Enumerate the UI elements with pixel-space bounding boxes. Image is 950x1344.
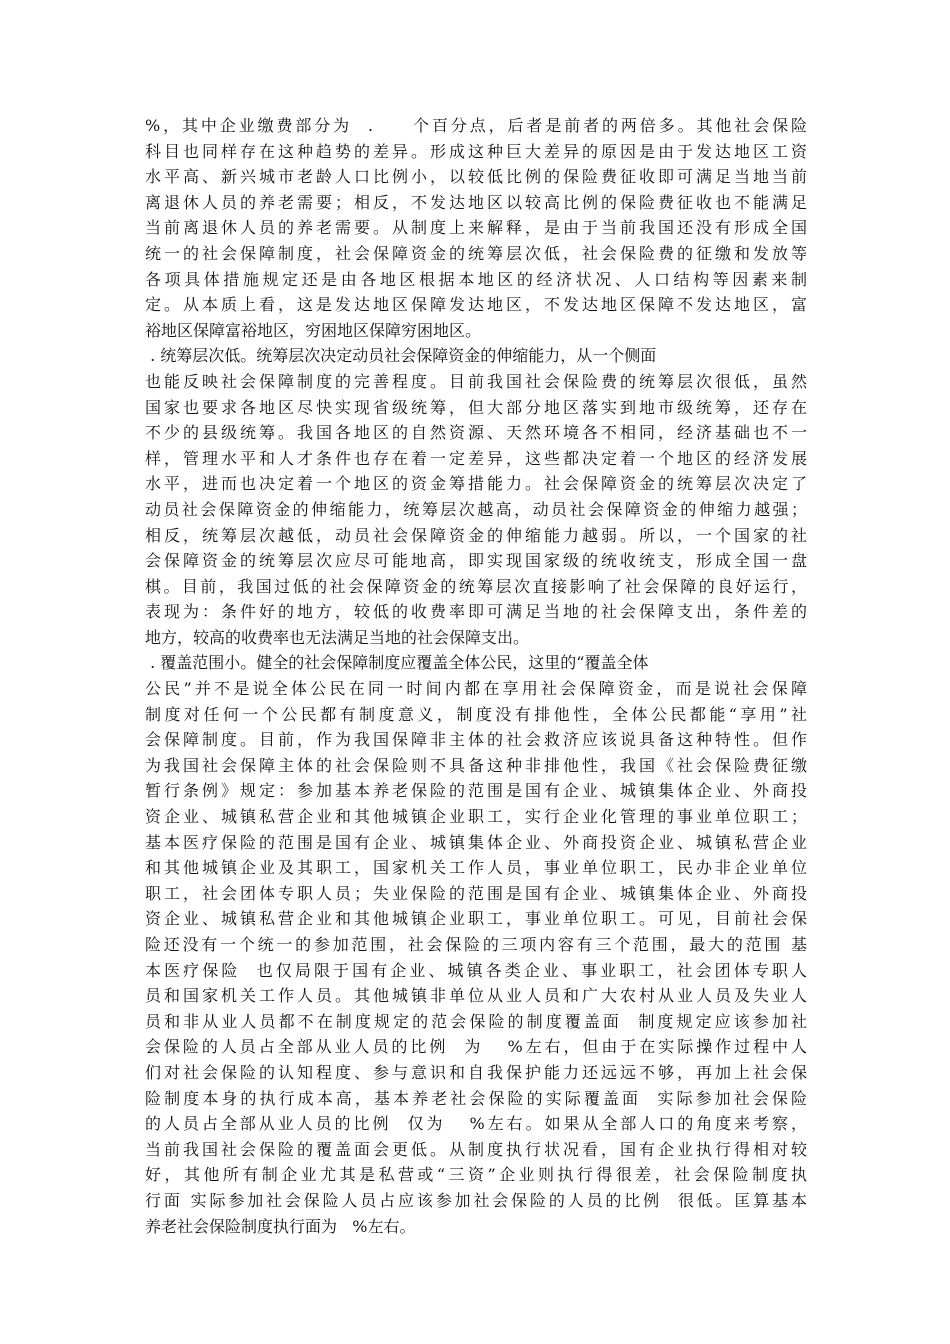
text-line: 会保障制度。目前，作为我国保障非主体的社会救济应该说具备这种特性。但作 (145, 730, 807, 750)
text-line: . 统筹层次低。统筹层次决定动员社会保障资金的伸缩能力，从一个侧面 (145, 346, 657, 366)
text-line: 地方，较高的收费率也无法满足当地的社会保障支出。 (145, 627, 530, 647)
text-line: 险制度本身的执行成本高，基本养老社会保险的实际覆盖面 实际参加社会保险 (145, 1088, 807, 1108)
text-line: 基本医疗保险的范围是国有企业、城镇集体企业、外商投资企业、城镇私营企业 (145, 832, 807, 852)
text-line: 水平高、新兴城市老龄人口比例小，以较低比例的保险费征收即可满足当地当前 (145, 167, 807, 187)
text-line: 行面 实际参加社会保险人员占应该参加社会保险的人员的比例 很低。匡算基本 (145, 1190, 807, 1210)
text-line: 样，管理水平和人才条件也存在着一定差异，这些都决定着一个地区的经济发展 (145, 448, 807, 468)
text-line: 会保障资金的统筹层次应尽可能地高，即实现国家级的统收统支，形成全国一盘 (145, 551, 807, 571)
text-line: 公民”并不是说全体公民在同一时间内都在享用社会保障资金，而是说社会保障 (145, 679, 807, 699)
text-line: 当前离退休人员的养老需要。从制度上来解释，是由于当前我国还没有形成全国 (145, 218, 807, 238)
text-line: 们对社会保险的认知程度、参与意识和自我保护能力还远远不够，再加上社会保 (145, 1062, 807, 1082)
text-line: 动员社会保障资金的伸缩能力，统筹层次越高，动员社会保障资金的伸缩力越强； (145, 499, 807, 519)
text-line: 制度对任何一个公民都有制度意义，制度没有排他性，全体公民都能“享用”社 (145, 704, 807, 724)
text-line: 国家也要求各地区尽快实现省级统筹，但大部分地区落实到地市级统筹，还存在 (145, 397, 807, 417)
text-line: 和其他城镇企业及其职工，国家机关工作人员，事业单位职工，民办非企业单位 (145, 858, 807, 878)
text-line: 水平，进而也决定着一个地区的资金筹措能力。社会保障资金的统筹层次决定了 (145, 474, 807, 494)
text-line: 相反，统筹层次越低，动员社会保障资金的伸缩能力越弱。所以，一个国家的社 (145, 525, 807, 545)
text-line: 科目也同样存在这种趋势的差异。形成这种巨大差异的原因是由于发达地区工资 (145, 141, 807, 161)
text-line: 也能反映社会保障制度的完善程度。目前我国社会保险费的统筹层次很低，虽然 (145, 371, 807, 391)
text-line: 棋。目前，我国过低的社会保障资金的统筹层次直接影响了社会保障的良好运行， (145, 576, 807, 596)
text-line: . 覆盖范围小。健全的社会保障制度应覆盖全体公民，这里的“覆盖全体 (145, 653, 649, 673)
text-line: 资企业、城镇私营企业和其他城镇企业职工，实行企业化管理的事业单位职工； (145, 807, 807, 827)
text-line: 险还没有一个统一的参加范围，社会保险的三项内容有三个范围，最大的范围 基 (145, 935, 807, 954)
text-line: 定。从本质上看，这是发达地区保障发达地区，不发达地区保障不发达地区，富 (145, 295, 807, 315)
text-line: 为我国社会保障主体的社会保险则不具备这种非排他性，我国《社会保险费征缴 (145, 755, 807, 775)
document-body (145, 113, 807, 1239)
text-line: 的人员占全部从业人员的比例 仅为 %左右。如果从全部人口的角度来考察， (145, 1114, 807, 1134)
text-line: 好，其他所有制企业尤其是私营或“三资”企业则执行得很差，社会保险制度执 (145, 1165, 807, 1185)
text-line: 资企业、城镇私营企业和其他城镇企业职工，事业单位职工。可见，目前社会保 (145, 909, 807, 929)
text-line: 离退休人员的养老需要；相反，不发达地区以较高比例的保险费征收也不能满足 (145, 192, 807, 212)
text-line: 表现为：条件好的地方，较低的收费率即可满足当地的社会保障支出，条件差的 (145, 602, 807, 622)
text-line: 员和非从业人员都不在制度规定的范会保险的制度覆盖面 制度规定应该参加社 (145, 1011, 807, 1031)
text-line: 会保险的人员占全部从业人员的比例 为 %左右，但由于在实际操作过程中人 (145, 1037, 807, 1057)
text-line: 当前我国社会保险的覆盖面会更低。从制度执行状况看，国有企业执行得相对较 (145, 1139, 807, 1159)
text-line: 职工，社会团体专职人员；失业保险的范围是国有企业、城镇集体企业、外商投 (145, 883, 807, 903)
text-line: 本医疗保险 也仅局限于国有企业、城镇各类企业、事业职工，社会团体专职人 (145, 960, 807, 980)
text-line: 统一的社会保障制度，社会保障资金的统筹层次低，社会保险费的征缴和发放等 (145, 243, 807, 263)
text-line: 养老社会保险制度执行面为 %左右。 (145, 1216, 416, 1236)
text-line: 各项具体措施规定还是由各地区根据本地区的经济状况、人口结构等因素来制 (145, 269, 807, 289)
text-line: 裕地区保障富裕地区，穷困地区保障穷困地区。 (145, 320, 482, 340)
text-line: 员和国家机关工作人员。其他城镇非单位从业人员和广大农村从业人员及失业人 (145, 986, 807, 1006)
text-line: 不少的县级统筹。我国各地区的自然资源、天然环境各不相同，经济基础也不一 (145, 423, 807, 443)
text-line: %，其中企业缴费部分为 . 个百分点，后者是前者的两倍多。其他社会保险 (145, 116, 807, 135)
text-line: 暂行条例》规定：参加基本养老保险的范围是国有企业、城镇集体企业、外商投 (145, 781, 807, 801)
